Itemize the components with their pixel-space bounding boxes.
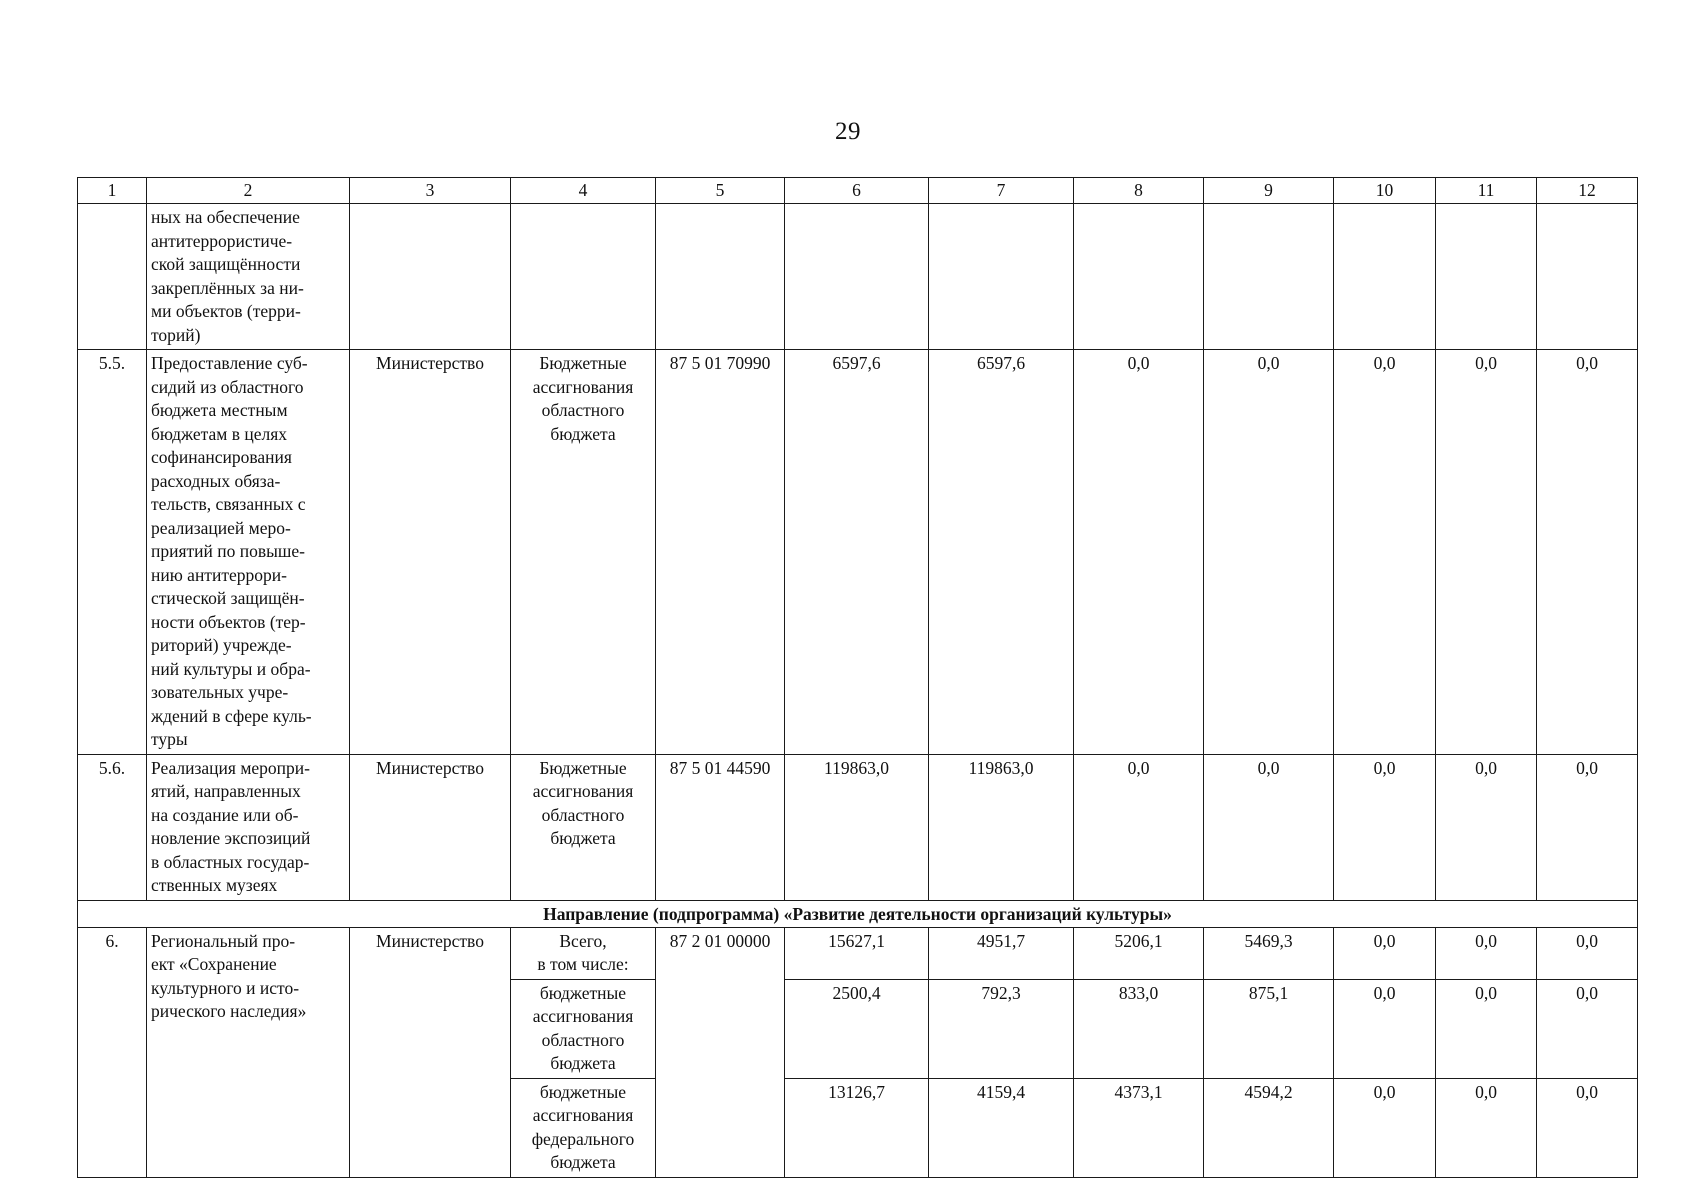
item-name: Региональный про- ект «Сохранение культурного и исто- рического наследия» <box>147 927 350 1177</box>
column-number: 8 <box>1074 178 1204 204</box>
funding-source: Бюджетные ассигнования областного бюджета <box>511 350 656 755</box>
value-col11: 0,0 <box>1436 979 1537 1078</box>
value-col8: 5206,1 <box>1074 927 1204 979</box>
value-col10 <box>1334 204 1436 350</box>
budget-table <box>77 177 1638 1178</box>
value-col11: 0,0 <box>1436 1078 1537 1177</box>
column-number: 6 <box>785 178 929 204</box>
item-number: 5.6. <box>78 754 147 900</box>
item-name: Реализация меропри- ятий, направленных на создание или об- новление экспозиций в областных государ- ственных музеях <box>147 754 350 900</box>
value-col11: 0,0 <box>1436 350 1537 755</box>
value-col12: 0,0 <box>1537 927 1638 979</box>
column-number: 5 <box>656 178 785 204</box>
value-col8: 833,0 <box>1074 979 1204 1078</box>
value-col11: 0,0 <box>1436 754 1537 900</box>
item-name: ных на обеспечение антитеррористиче- ской защищённости закреплённых за ни- ми объектов (терри- торий) <box>147 204 350 350</box>
table-row <box>78 204 1638 350</box>
responsible <box>350 204 511 350</box>
value-total: 13126,7 <box>785 1078 929 1177</box>
section-title: Направление (подпрограмма) «Развитие деятельности организаций культуры» <box>78 900 1638 927</box>
column-number: 2 <box>147 178 350 204</box>
budget-code: 87 2 01 00000 <box>656 927 785 1177</box>
value-col7: 4951,7 <box>929 927 1074 979</box>
value-col12: 0,0 <box>1537 350 1638 755</box>
value-col12: 0,0 <box>1537 1078 1638 1177</box>
value-col9: 875,1 <box>1204 979 1334 1078</box>
value-col7: 6597,6 <box>929 350 1074 755</box>
value-col8: 4373,1 <box>1074 1078 1204 1177</box>
value-total: 119863,0 <box>785 754 929 900</box>
table-row <box>78 754 1638 900</box>
value-col8 <box>1074 204 1204 350</box>
column-number: 1 <box>78 178 147 204</box>
value-col10: 0,0 <box>1334 754 1436 900</box>
value-col9: 5469,3 <box>1204 927 1334 979</box>
value-col9: 0,0 <box>1204 754 1334 900</box>
value-total <box>785 204 929 350</box>
budget-code: 87 5 01 70990 <box>656 350 785 755</box>
page-number: 29 <box>835 118 861 145</box>
value-col7 <box>929 204 1074 350</box>
responsible: Министерство <box>350 927 511 1177</box>
column-number: 7 <box>929 178 1074 204</box>
table-row <box>78 927 1638 979</box>
value-col8: 0,0 <box>1074 350 1204 755</box>
value-total: 15627,1 <box>785 927 929 979</box>
value-col12 <box>1537 204 1638 350</box>
column-number-row <box>78 178 1638 204</box>
value-col10: 0,0 <box>1334 979 1436 1078</box>
responsible: Министерство <box>350 350 511 755</box>
value-col10: 0,0 <box>1334 350 1436 755</box>
column-number: 12 <box>1537 178 1638 204</box>
value-col9 <box>1204 204 1334 350</box>
value-col7: 119863,0 <box>929 754 1074 900</box>
value-col11 <box>1436 204 1537 350</box>
funding-source: бюджетные ассигнования областного бюджета <box>511 979 656 1078</box>
column-number: 10 <box>1334 178 1436 204</box>
funding-source: Всего, в том числе: <box>511 927 656 979</box>
value-col7: 4159,4 <box>929 1078 1074 1177</box>
value-col12: 0,0 <box>1537 979 1638 1078</box>
budget-code: 87 5 01 44590 <box>656 754 785 900</box>
value-col9: 4594,2 <box>1204 1078 1334 1177</box>
item-name: Предоставление суб- сидий из областного бюджета местным бюджетам в целях софинансирования расходных обяза- тельств, связанных с реализацией меро- приятий по повыше- нию антитеррори- стической защищён- ности объектов (тер- риторий) учрежде- ний культуры и обра- зовательных учре- ждений в сфере куль- туры <box>147 350 350 755</box>
value-col12: 0,0 <box>1537 754 1638 900</box>
funding-source: бюджетные ассигнования федерального бюджета <box>511 1078 656 1177</box>
value-total: 2500,4 <box>785 979 929 1078</box>
responsible: Министерство <box>350 754 511 900</box>
section-row <box>78 900 1638 927</box>
item-number <box>78 204 147 350</box>
value-col10: 0,0 <box>1334 1078 1436 1177</box>
value-col11: 0,0 <box>1436 927 1537 979</box>
column-number: 3 <box>350 178 511 204</box>
item-number: 6. <box>78 927 147 1177</box>
value-total: 6597,6 <box>785 350 929 755</box>
budget-code <box>656 204 785 350</box>
funding-source: Бюджетные ассигнования областного бюджета <box>511 754 656 900</box>
value-col10: 0,0 <box>1334 927 1436 979</box>
value-col7: 792,3 <box>929 979 1074 1078</box>
column-number: 4 <box>511 178 656 204</box>
column-number: 11 <box>1436 178 1537 204</box>
table-row <box>78 350 1638 755</box>
item-number: 5.5. <box>78 350 147 755</box>
value-col8: 0,0 <box>1074 754 1204 900</box>
column-number: 9 <box>1204 178 1334 204</box>
value-col9: 0,0 <box>1204 350 1334 755</box>
funding-source <box>511 204 656 350</box>
